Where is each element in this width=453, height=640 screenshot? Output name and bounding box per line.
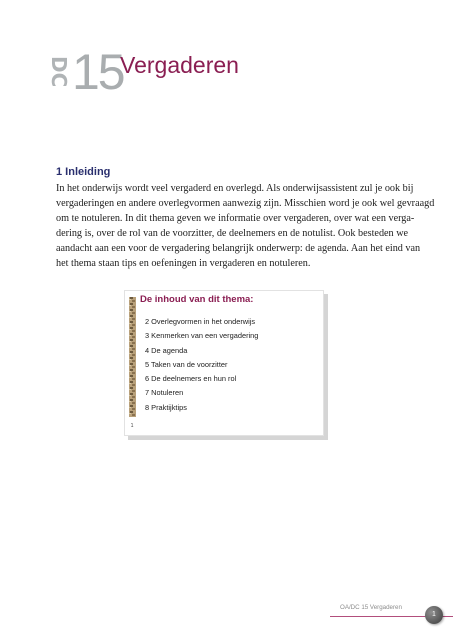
toc-item: 6 De deelnemers en hun rol xyxy=(145,374,237,384)
toc-item: 2 Overlegvormen in het onderwijs xyxy=(145,317,256,326)
decorative-strip-icon xyxy=(129,297,136,429)
section-heading: 1 Inleiding xyxy=(56,166,111,178)
footer-label: OA/DC 15 Vergaderen xyxy=(340,604,402,611)
series-mark-dc xyxy=(46,56,71,110)
toc-item: 8 Praktijktips xyxy=(145,402,187,412)
page-number-badge: 1 xyxy=(425,606,443,624)
intro-line: om te notuleren. In dit thema geven we informatie over vergaderen, over wat een verga- xyxy=(56,213,415,224)
toc-item: 3 Kenmerken van een vergadering xyxy=(145,331,259,341)
toc-list xyxy=(145,315,258,415)
intro-line: dering is, over de rol van de voorzitter, de deelnemers en de notulist. Ook besteden we xyxy=(56,228,409,239)
toc-title: De inhoud van dit thema: xyxy=(140,294,254,305)
chapter-number: 15 xyxy=(72,44,124,100)
intro-line: het thema staan tips en oefeningen in vergaderen en notuleren. xyxy=(56,258,311,269)
toc-box xyxy=(124,290,324,436)
intro-line: In het onderwijs wordt veel vergaderd en overlegd. Als onderwijsassistent zul je ook bij xyxy=(56,183,414,194)
series-mark-text: DC xyxy=(47,56,71,88)
toc-item: 4 De agenda xyxy=(145,345,188,355)
toc-item: 5 Taken van de voorzitter xyxy=(145,359,228,369)
toc-item: 7 Notuleren xyxy=(145,388,184,398)
strip-number: 1 xyxy=(130,423,134,429)
chapter-title: Vergaderen xyxy=(120,52,239,78)
intro-line: aandacht aan een voor de vergadering belangrijk onderwerp: de agenda. Aan het eind van xyxy=(56,243,421,254)
intro-paragraph xyxy=(56,181,435,271)
intro-line: vergaderingen en andere overlegvormen aanwezig zijn. Misschien word je ook wel gevraagd xyxy=(56,198,435,209)
